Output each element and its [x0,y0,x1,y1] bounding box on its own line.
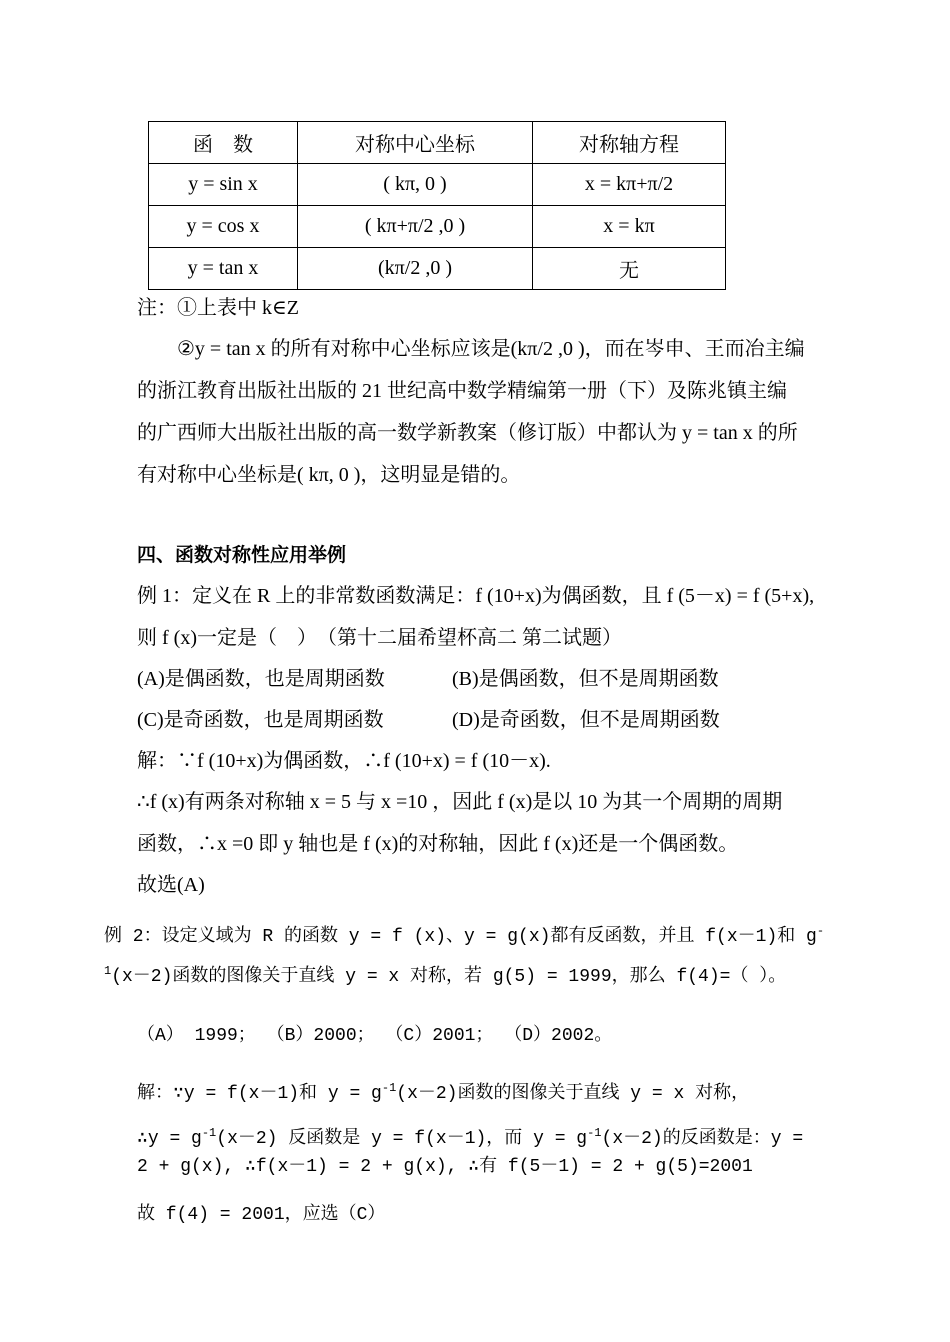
example2-solution [137,1126,804,1149]
solution-text: (x－2) 反函数是 y = f(x－1)，而 y = g [216,1129,588,1149]
example2-question [104,924,825,947]
table-cell: y = tan x [149,248,298,290]
example2-solution [137,1081,750,1104]
example1-solution: ∴f (x)有两条对称轴 x = 5 与 x =10 ，因此 f (x)是以 10 为其一个周期的周期 [137,791,783,813]
superscript: -1 [381,1081,397,1095]
table-row [149,248,726,290]
table-header-cell: 对称中心坐标 [298,122,533,164]
example2-question-text: 例 2：设定义域为 R 的函数 y = f (x)、y = g(x)都有反函数，并且 f(x－1)和 g [104,927,817,947]
table-cell: x = kπ [533,206,726,248]
note-line: ②y = tan x 的所有对称中心坐标应该是(kπ/2 ,0 )，而在岑申、王而冶主编 [177,338,805,360]
table-cell: ( kπ, 0 ) [298,164,533,206]
superscript: 1 [104,964,112,978]
example1-answer: 故选(A) [137,874,205,896]
example1-option-a: (A)是偶函数，也是周期函数 [137,668,385,690]
example1-solution: 函数，∴x =0 即 y 轴也是 f (x)的对称轴，因此 f (x)还是一个偶函数。 [137,833,739,855]
example1-option-c: (C)是奇函数，也是周期函数 [137,709,384,731]
solution-text: ∴y = g [137,1129,202,1149]
example1-option-b: (B)是偶函数，但不是周期函数 [452,668,719,690]
superscript: -1 [201,1126,217,1140]
solution-text: (x－2)函数的图像关于直线 y = x 对称， [396,1084,750,1104]
table-header-row [149,122,726,164]
table-cell: x = kπ+π/2 [533,164,726,206]
table-cell: y = cos x [149,206,298,248]
table-cell: ( kπ+π/2 ,0 ) [298,206,533,248]
solution-text: 解：∵y = f(x－1)和 y = g [137,1084,382,1104]
symmetry-table [148,121,726,290]
note-line: 的浙江教育出版社出版的 21 世纪高中数学精编第一册（下）及陈兆镇主编 [137,380,787,402]
example1-question: 则 f (x)一定是（ ） （第十二届希望杯高二 第二试题） [137,627,622,649]
section-heading: 四、函数对称性应用举例 [137,544,347,566]
table-row [149,164,726,206]
example1-question: 例 1：定义在 R 上的非常数函数满足：f (10+x)为偶函数，且 f (5－x) = f (5+x), [137,585,815,607]
table-cell: 无 [533,248,726,290]
table-header-cell: 对称轴方程 [533,122,726,164]
table-row [149,206,726,248]
example2-solution: 2 + g(x), ∴f(x－1) = 2 + g(x), ∴有 f(5－1) = 2 + g(5)=2001 [137,1157,753,1177]
table-header-cell: 函 数 [149,122,298,164]
example1-solution: 解：∵f (10+x)为偶函数，∴f (10+x) = f (10－x). [137,750,551,772]
table-cell: y = sin x [149,164,298,206]
solution-text: (x－2)的反函数是：y = [601,1129,804,1149]
example2-question-text: (x－2)函数的图像关于直线 y = x 对称，若 g(5) = 1999，那么 f(4)=（ ）。 [111,967,787,987]
note-line: 注：①上表中 k∈Z [137,297,300,319]
example2-options: （A） 1999； （B）2000； （C）2001； （D）2002。 [137,1026,613,1046]
note-line: 的广西师大出版社出版的高一数学新教案（修订版）中都认为 y = tan x 的所 [137,422,798,444]
note-line: 有对称中心坐标是( kπ, 0 )，这明显是错的。 [137,464,521,486]
example2-answer: 故 f(4) = 2001，应选（C） [137,1205,386,1225]
example1-option-d: (D)是奇函数，但不是周期函数 [452,709,720,731]
superscript: -1 [587,1126,602,1140]
example2-question [104,964,787,987]
table-cell: (kπ/2 ,0 ) [298,248,533,290]
superscript: - [816,924,825,938]
